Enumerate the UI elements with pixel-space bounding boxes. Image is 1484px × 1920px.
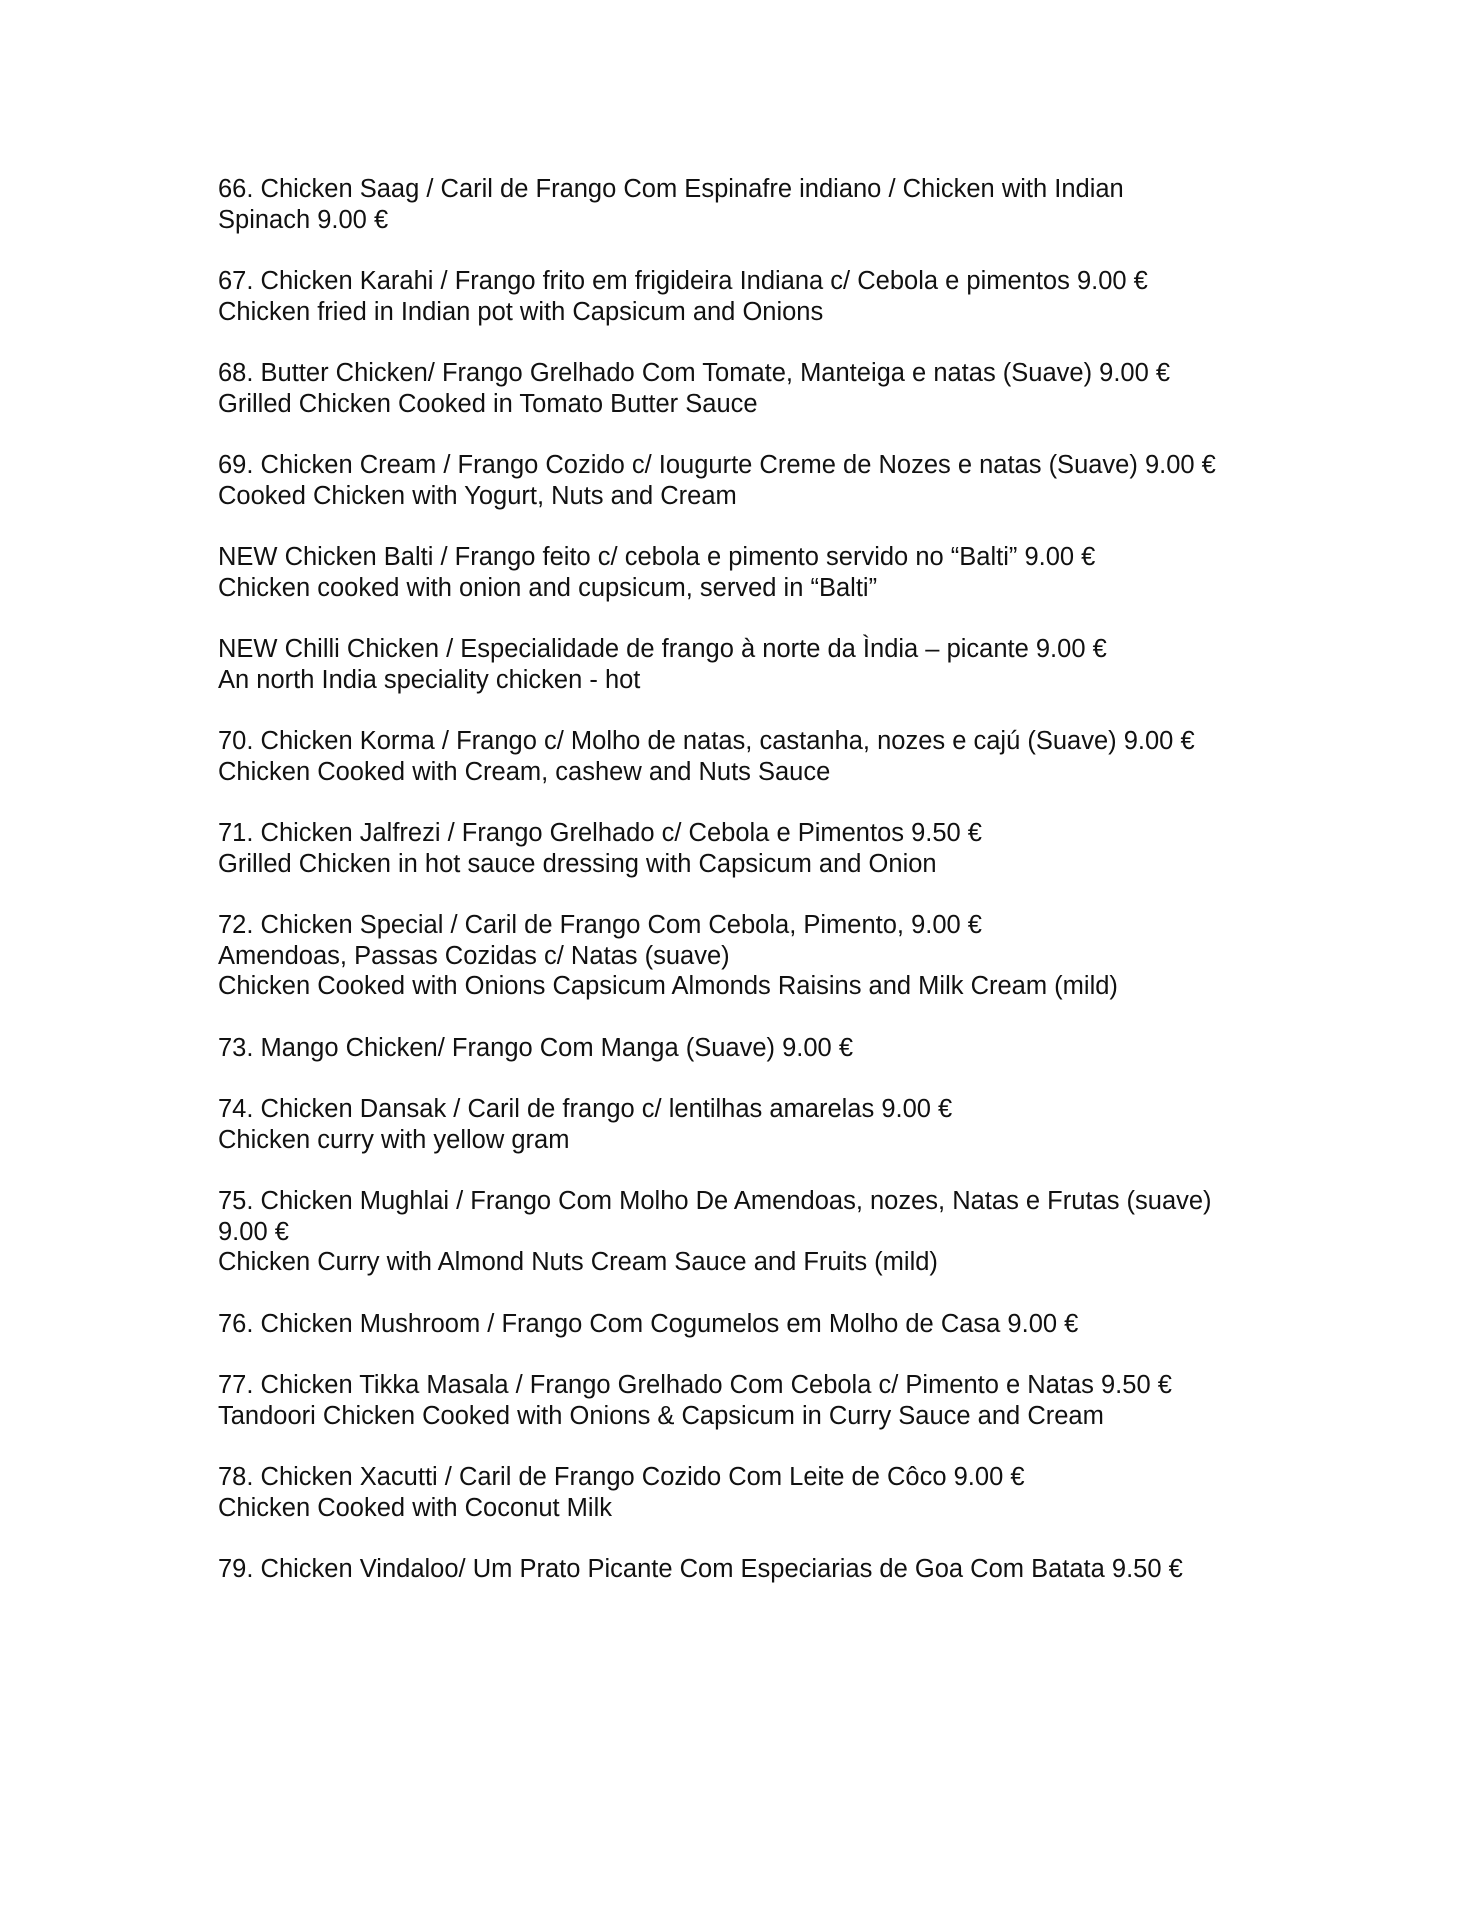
menu-item-line: Chicken curry with yellow gram: [218, 1125, 570, 1154]
menu-item: [218, 1462, 1308, 1523]
menu-item-line: 75. Chicken Mughlai / Frango Com Molho De Amendoas, nozes, Natas e Frutas (suave): [218, 1187, 1212, 1215]
menu-item: [218, 634, 1308, 695]
menu-item-line: 79. Chicken Vindaloo/ Um Prato Picante Com Especiarias de Goa Com Batata 9.50 €: [218, 1555, 1183, 1583]
menu-item-line: Chicken Cooked with Coconut Milk: [218, 1493, 613, 1522]
menu-item-line: Tandoori Chicken Cooked with Onions & Capsicum in Curry Sauce and Cream: [218, 1401, 1104, 1430]
menu-item: [218, 1554, 1308, 1585]
menu-item-line: 73. Mango Chicken/ Frango Com Manga (Suave) 9.00 €: [218, 1033, 854, 1062]
menu-item: [218, 910, 1308, 1002]
menu-page: [218, 174, 1308, 1616]
menu-item: [218, 358, 1308, 419]
menu-item-line: 72. Chicken Special / Caril de Frango Com Cebola, Pimento, 9.00 €: [218, 911, 982, 939]
menu-item-line: Grilled Chicken Cooked in Tomato Butter Sauce: [218, 389, 758, 418]
menu-item-line: Chicken cooked with onion and cupsicum, served in “Balti”: [218, 573, 878, 602]
menu-item: [218, 726, 1308, 787]
menu-item-line: 76. Chicken Mushroom / Frango Com Cogumelos em Molho de Casa 9.00 €: [218, 1309, 1079, 1338]
menu-item-line: Chicken Cooked with Onions Capsicum Almonds Raisins and Milk Cream (mild): [218, 972, 1118, 1000]
menu-item: [218, 450, 1308, 511]
menu-item-line: NEW Chilli Chicken / Especialidade de frango à norte da Ìndia – picante 9.00 €: [218, 635, 1107, 663]
menu-item-line: Cooked Chicken with Yogurt, Nuts and Cream: [218, 481, 737, 510]
menu-item-line: 68. Butter Chicken/ Frango Grelhado Com Tomate, Manteiga e natas (Suave) 9.00 €: [218, 359, 1171, 387]
menu-item: [218, 542, 1308, 603]
menu-item-line: Chicken Cooked with Cream, cashew and Nuts Sauce: [218, 757, 831, 786]
menu-item-line: Grilled Chicken in hot sauce dressing with Capsicum and Onion: [218, 849, 937, 878]
menu-item-line: 66. Chicken Saag / Caril de Frango Com Espinafre indiano / Chicken with Indian: [218, 175, 1124, 203]
menu-item: [218, 1186, 1308, 1278]
menu-item: [218, 1309, 1308, 1340]
menu-item: [218, 1370, 1308, 1431]
menu-item-line: Chicken Curry with Almond Nuts Cream Sauce and Fruits (mild): [218, 1248, 938, 1276]
menu-item: [218, 1033, 1308, 1064]
menu-item-line: 77. Chicken Tikka Masala / Frango Grelhado Com Cebola c/ Pimento e Natas 9.50 €: [218, 1371, 1172, 1399]
menu-item-line: 69. Chicken Cream / Frango Cozido c/ Iougurte Creme de Nozes e natas (Suave) 9.00 €: [218, 451, 1216, 479]
menu-item-line: 70. Chicken Korma / Frango c/ Molho de natas, castanha, nozes e cajú (Suave) 9.00 €: [218, 727, 1195, 755]
menu-item: [218, 1094, 1308, 1155]
menu-item-line: NEW Chicken Balti / Frango feito c/ cebola e pimento servido no “Balti” 9.00 €: [218, 543, 1096, 571]
menu-item-line: Amendoas, Passas Cozidas c/ Natas (suave): [218, 941, 730, 970]
menu-item: [218, 266, 1308, 327]
menu-item-line: 9.00 €: [218, 1217, 289, 1246]
menu-item: [218, 174, 1308, 235]
menu-item-line: An north India speciality chicken - hot: [218, 665, 641, 694]
menu-item: [218, 818, 1308, 879]
menu-item-line: 71. Chicken Jalfrezi / Frango Grelhado c/ Cebola e Pimentos 9.50 €: [218, 819, 982, 847]
menu-item-line: 74. Chicken Dansak / Caril de frango c/ lentilhas amarelas 9.00 €: [218, 1095, 953, 1123]
menu-item-line: Spinach 9.00 €: [218, 205, 389, 234]
menu-item-line: Chicken fried in Indian pot with Capsicum and Onions: [218, 297, 824, 326]
menu-item-line: 78. Chicken Xacutti / Caril de Frango Cozido Com Leite de Côco 9.00 €: [218, 1463, 1025, 1491]
menu-item-line: 67. Chicken Karahi / Frango frito em frigideira Indiana c/ Cebola e pimentos 9.00 €: [218, 267, 1148, 295]
